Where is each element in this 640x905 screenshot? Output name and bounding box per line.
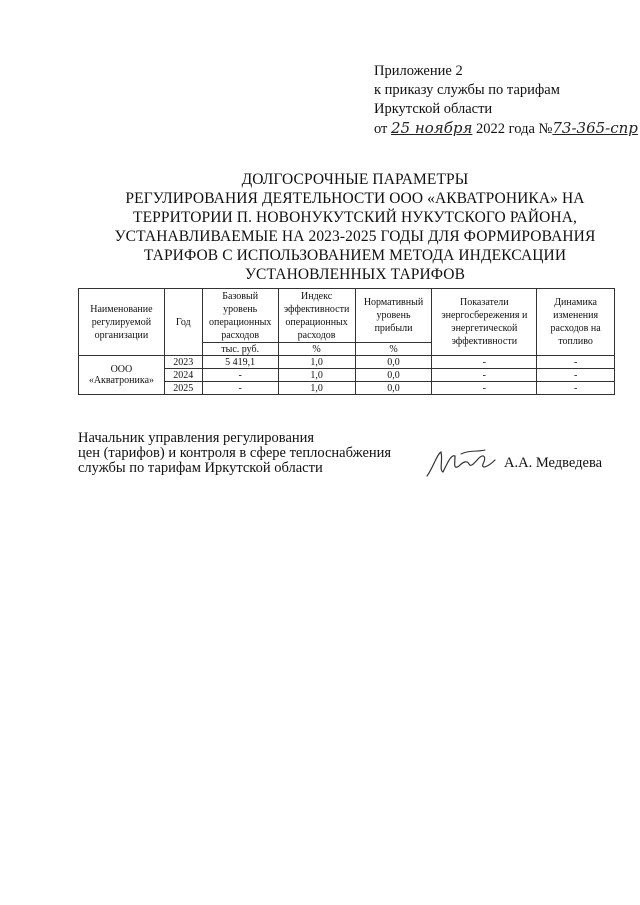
table-row	[79, 356, 615, 369]
profit-level-cell: 0,0	[355, 382, 432, 395]
header-year: Год	[164, 289, 202, 356]
header-energy-saving: Показатели энергосбережения и энергетической эффективности	[432, 289, 537, 356]
handwritten-signature	[425, 446, 503, 480]
signer-name: А.А. Медведева	[504, 455, 603, 471]
fuel-dynamics-cell: -	[537, 369, 615, 382]
title-line-3: ТЕРРИТОРИИ П. НОВОНУКУТСКИЙ НУКУТСКОГО РАЙОНА,	[133, 209, 577, 226]
parameters-table	[78, 288, 615, 395]
unit-profit-level: %	[355, 343, 432, 356]
table-header-row	[79, 289, 615, 343]
position-line-3: службы по тарифам Иркутской области	[78, 460, 323, 476]
signatory-position	[78, 431, 391, 476]
appendix-date-line	[374, 119, 638, 139]
header-efficiency-index: Индекс эффективности операционных расходов	[278, 289, 355, 343]
organization-cell: ООО «Акватроника»	[79, 356, 165, 395]
energy-saving-cell: -	[432, 382, 537, 395]
title-line-1: ДОЛГОСРОЧНЫЕ ПАРАМЕТРЫ	[241, 171, 469, 188]
date-prefix: от	[374, 121, 388, 137]
date-suffix: 2022 года №	[476, 121, 553, 137]
energy-saving-cell: -	[432, 369, 537, 382]
title-line-2: РЕГУЛИРОВАНИЯ ДЕЯТЕЛЬНОСТИ ООО «АКВАТРОНИКА» НА	[125, 190, 585, 207]
handwritten-order-number: 73-365-спр	[552, 119, 638, 137]
base-costs-cell: -	[202, 382, 278, 395]
header-base-costs: Базовый уровень операционных расходов	[202, 289, 278, 343]
appendix-line-3: Иркутской области	[374, 101, 493, 117]
handwritten-date: 25 ноября	[391, 119, 473, 137]
profit-level-cell: 0,0	[355, 356, 432, 369]
header-organization: Наименование регулируемой организации	[79, 289, 165, 356]
document-title	[70, 170, 640, 284]
position-line-2: цен (тарифов) и контроля в сфере теплоснабжения	[78, 445, 392, 461]
appendix-line-2: к приказу службы по тарифам	[374, 82, 560, 98]
fuel-dynamics-cell: -	[537, 382, 615, 395]
year-cell: 2023	[164, 356, 202, 369]
efficiency-index-cell: 1,0	[278, 369, 355, 382]
energy-saving-cell: -	[432, 356, 537, 369]
unit-base-costs: тыс. руб.	[202, 343, 278, 356]
year-cell: 2025	[164, 382, 202, 395]
unit-efficiency-index: %	[278, 343, 355, 356]
header-profit-level: Нормативный уровень прибыли	[355, 289, 432, 343]
profit-level-cell: 0,0	[355, 369, 432, 382]
appendix-line-1: Приложение 2	[374, 63, 463, 79]
base-costs-cell: -	[202, 369, 278, 382]
position-line-1: Начальник управления регулирования	[78, 430, 315, 446]
fuel-dynamics-cell: -	[537, 356, 615, 369]
efficiency-index-cell: 1,0	[278, 356, 355, 369]
base-costs-cell: 5 419,1	[202, 356, 278, 369]
title-line-6: УСТАНОВЛЕННЫХ ТАРИФОВ	[244, 266, 466, 283]
title-line-5: ТАРИФОВ С ИСПОЛЬЗОВАНИЕМ МЕТОДА ИНДЕКСАЦИИ	[143, 247, 567, 264]
header-fuel-dynamics: Динамика изменения расходов на топливо	[537, 289, 615, 356]
appendix-block	[374, 62, 638, 139]
efficiency-index-cell: 1,0	[278, 382, 355, 395]
title-line-4: УСТАНАВЛИВАЕМЫЕ НА 2023-2025 ГОДЫ ДЛЯ ФОРМИРОВАНИЯ	[114, 228, 596, 245]
year-cell: 2024	[164, 369, 202, 382]
